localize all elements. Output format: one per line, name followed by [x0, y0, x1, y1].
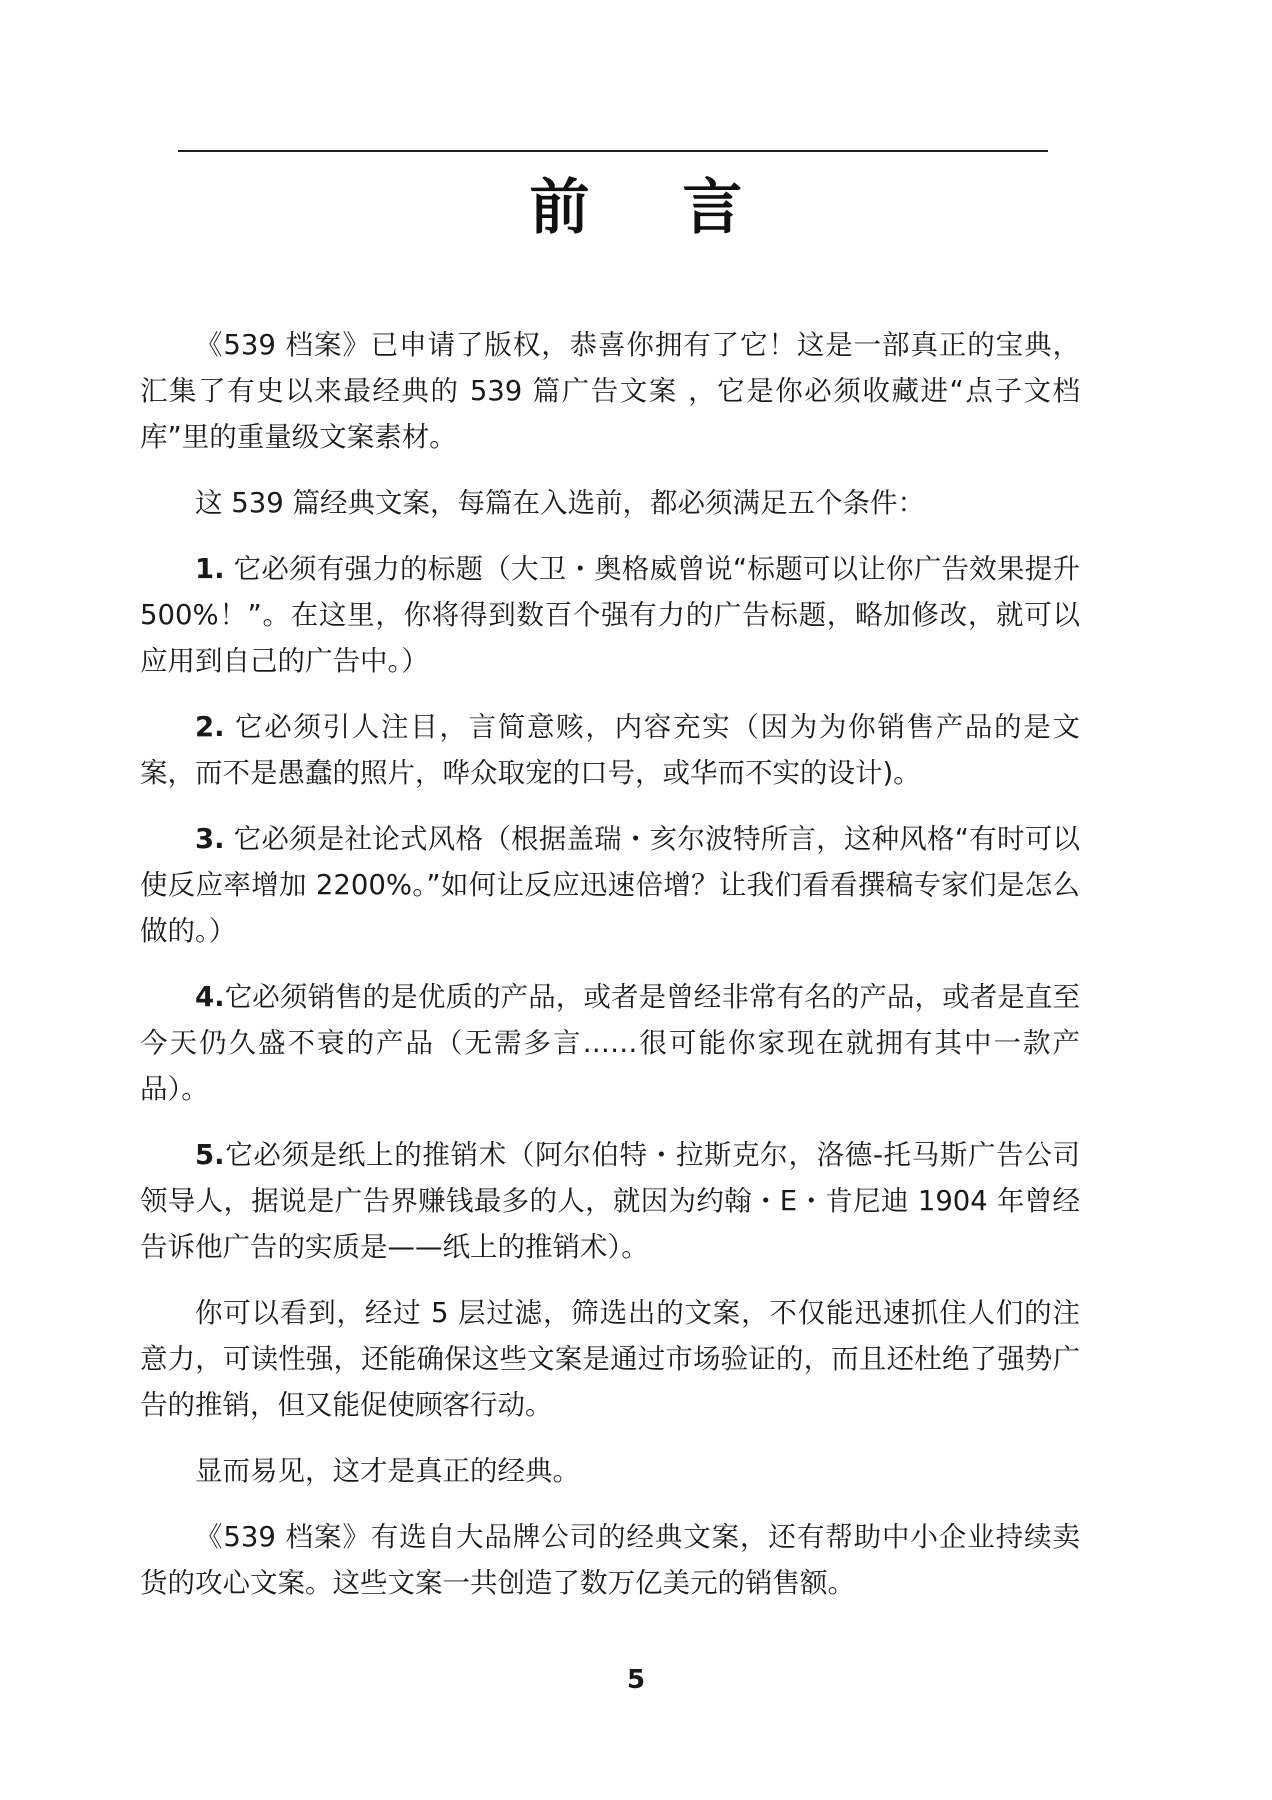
condition-number: 3.	[195, 823, 225, 855]
condition-number: 2.	[195, 711, 225, 743]
condition-text: 它必须是社论式风格（根据盖瑞・亥尔波特所言，这种风格“有时可以使反应率增加 2200%。”如何让反应迅速倍增？让我们看看撰稿专家们是怎么做的。）	[140, 823, 1080, 947]
paragraph-intro-2	[140, 480, 1080, 526]
condition-text: 它必须销售的是优质的产品，或者是曾经非常有名的产品，或者是直至今天仍久盛不衰的产品（无需多言……很可能你家现在就拥有其中一款产品）。	[140, 981, 1080, 1105]
paragraph-text: 《539 档案》有选自大品牌公司的经典文案，还有帮助中小企业持续卖货的攻心文案。这些文案一共创造了数万亿美元的销售额。	[140, 1521, 1080, 1599]
condition-text: 它必须是纸上的推销术（阿尔伯特・拉斯克尔，洛德-托马斯广告公司领导人，据说是广告界赚钱最多的人，就因为约翰・E・肯尼迪 1904 年曾经告诉他广告的实质是——纸上的推销术）。	[140, 1139, 1080, 1263]
page-number: 5	[626, 1665, 646, 1695]
top-rule-divider	[178, 150, 1048, 152]
condition-1	[140, 546, 1080, 684]
condition-4	[140, 974, 1080, 1112]
paragraph-text: 显而易见，这才是真正的经典。	[195, 1455, 580, 1487]
condition-text: 它必须引人注目，言简意赅，内容充实（因为为你销售产品的是文案，而不是愚蠢的照片，哗众取宠的口号，或华而不实的设计)。	[140, 711, 1080, 789]
paragraph-intro-1	[140, 322, 1080, 460]
condition-number: 1.	[195, 553, 225, 585]
paragraph-text: 这 539 篇经典文案，每篇在入选前，都必须满足五个条件：	[195, 487, 925, 519]
condition-5	[140, 1132, 1080, 1270]
paragraph-text: 《539 档案》已申请了版权，恭喜你拥有了它！这是一部真正的宝典，汇集了有史以来最经典的 539 篇广告文案 ，它是你必须收藏进“点子文档库”里的重量级文案素材。	[140, 329, 1080, 453]
body-text	[140, 322, 1080, 1626]
condition-3	[140, 816, 1080, 954]
condition-number: 5.	[195, 1139, 225, 1171]
paragraph-closing	[140, 1514, 1080, 1606]
paragraph-summary	[140, 1290, 1080, 1428]
condition-number: 4.	[195, 981, 225, 1013]
paragraph-text: 你可以看到，经过 5 层过滤，筛选出的文案，不仅能迅速抓住人们的注意力，可读性强，还能确保这些文案是通过市场验证的，而且还杜绝了强势广告的推销，但又能促使顾客行动。	[140, 1297, 1080, 1421]
condition-text: 它必须有强力的标题（大卫・奥格威曾说“标题可以让你广告效果提升 500%！”。在这里，你将得到数百个强有力的广告标题，略加修改，就可以应用到自己的广告中。）	[140, 553, 1080, 677]
paragraph-conclusion	[140, 1448, 1080, 1494]
condition-2	[140, 704, 1080, 796]
page-title: 前 言	[529, 173, 779, 243]
